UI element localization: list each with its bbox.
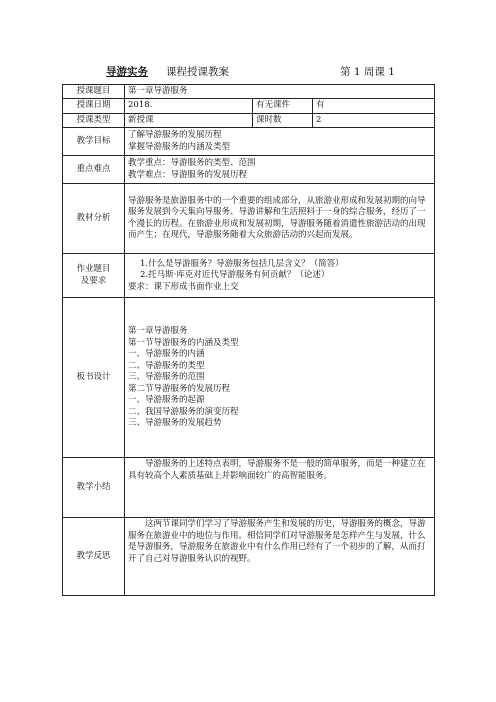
analysis-text: 导游服务是旅游服务中的一个重要的组成部分，从旅游业形成和发展初期的向导服务发展到今天集向导服务、导游讲解和生活照料于一身的综合服务，经历了一个漫长的历程。在旅游业形成和发展初期，导游服务随着消遣性旅游活动的出现而产生；在现代，导游服务随着大众旅游活动的兴起而发展。 — [125, 184, 435, 254]
board-line: 第一节导游服务的内涵及类型 — [128, 337, 239, 348]
hours-label: 课时数 — [253, 113, 313, 127]
week-lesson: 第 1 周课 1 — [340, 66, 395, 78]
objective-line: 了解导游服务的发展历程 — [128, 130, 222, 141]
board-line: 三、导游服务的范围 — [128, 372, 205, 383]
key-points-row — [63, 156, 435, 184]
topic-label: 授课题目 — [63, 85, 125, 99]
homework-row — [63, 254, 435, 298]
date-row — [63, 99, 435, 113]
date-value: 2018. — [125, 99, 253, 113]
board-line: 二、导游服务的类型 — [128, 360, 205, 371]
board-label: 板书设计 — [63, 298, 125, 458]
type-row — [63, 113, 435, 127]
date-label: 授课日期 — [63, 99, 125, 113]
objectives-content — [125, 128, 435, 156]
topic-row — [63, 85, 435, 99]
course-name: 导游实务 — [106, 66, 148, 78]
homework-content — [125, 254, 435, 298]
homework-question: 2.托马斯·库克对近代导游服务有何贡献？（论述） — [140, 270, 330, 281]
homework-label-line1: 作业题目 — [76, 264, 111, 275]
document-type: 课程授课教案 — [166, 66, 229, 78]
courseware-label: 有无课件 — [253, 99, 313, 113]
board-line: 二、我国导游服务的演变历程 — [128, 406, 239, 417]
type-label: 授课类型 — [63, 113, 125, 127]
board-line: 一、导游服务的内涵 — [128, 349, 205, 360]
lesson-plan-table — [62, 84, 435, 596]
board-line: 三、导游服务的发展趋势 — [128, 418, 222, 429]
homework-label — [63, 254, 125, 298]
reflection-text: 这两节课同学们学习了导游服务产生和发展的历史，导游服务的概念，导游服务在旅游业中的地位与作用。相信同学们对导游服务是怎样产生与发展，什么是导游服务，导游服务在旅游业中有什么作用已经有了一个初步的了解，从而打开了自己对导游服务认识的视野。 — [125, 518, 435, 596]
key-point-line: 教学难点：导游服务的发展历程 — [128, 169, 248, 180]
board-line: 第二节导游服务的发展历程 — [128, 383, 231, 394]
homework-question: 1.什么是导游服务？导游服务包括几层含义？（简答） — [140, 258, 344, 269]
reflection-label: 教学反思 — [63, 518, 125, 596]
analysis-label: 教材分析 — [63, 184, 125, 254]
homework-label-line2: 及要求 — [80, 275, 107, 286]
summary-label: 教学小结 — [63, 458, 125, 518]
topic-value: 第一章导游服务 — [125, 85, 435, 99]
key-points-label: 重点难点 — [63, 156, 125, 184]
homework-requirement: 要求：课下形成书面作业上交 — [128, 281, 239, 292]
type-value: 新授课 — [125, 113, 253, 127]
key-point-line: 教学重点：导游服务的类型、范围 — [128, 158, 256, 169]
summary-row — [63, 458, 435, 518]
analysis-row — [63, 184, 435, 254]
key-points-content — [125, 156, 435, 184]
board-line: 一、导游服务的起源 — [128, 395, 205, 406]
courseware-value: 有 — [313, 99, 435, 113]
objective-line: 掌握导游服务的内涵及类型 — [128, 141, 231, 152]
summary-text: 导游服务的上述特点表明，导游服务不是一般的简单服务，而是一种建立在具有较高个人素质基础上并影响面较广的高智能服务。 — [125, 458, 435, 518]
page-header — [62, 64, 434, 82]
reflection-row — [63, 518, 435, 596]
objectives-label: 教学目标 — [63, 128, 125, 156]
hours-value: 2 — [313, 113, 435, 127]
objectives-row — [63, 128, 435, 156]
board-line: 第一章导游服务 — [128, 326, 188, 337]
board-content — [125, 298, 435, 458]
board-row — [63, 298, 435, 458]
